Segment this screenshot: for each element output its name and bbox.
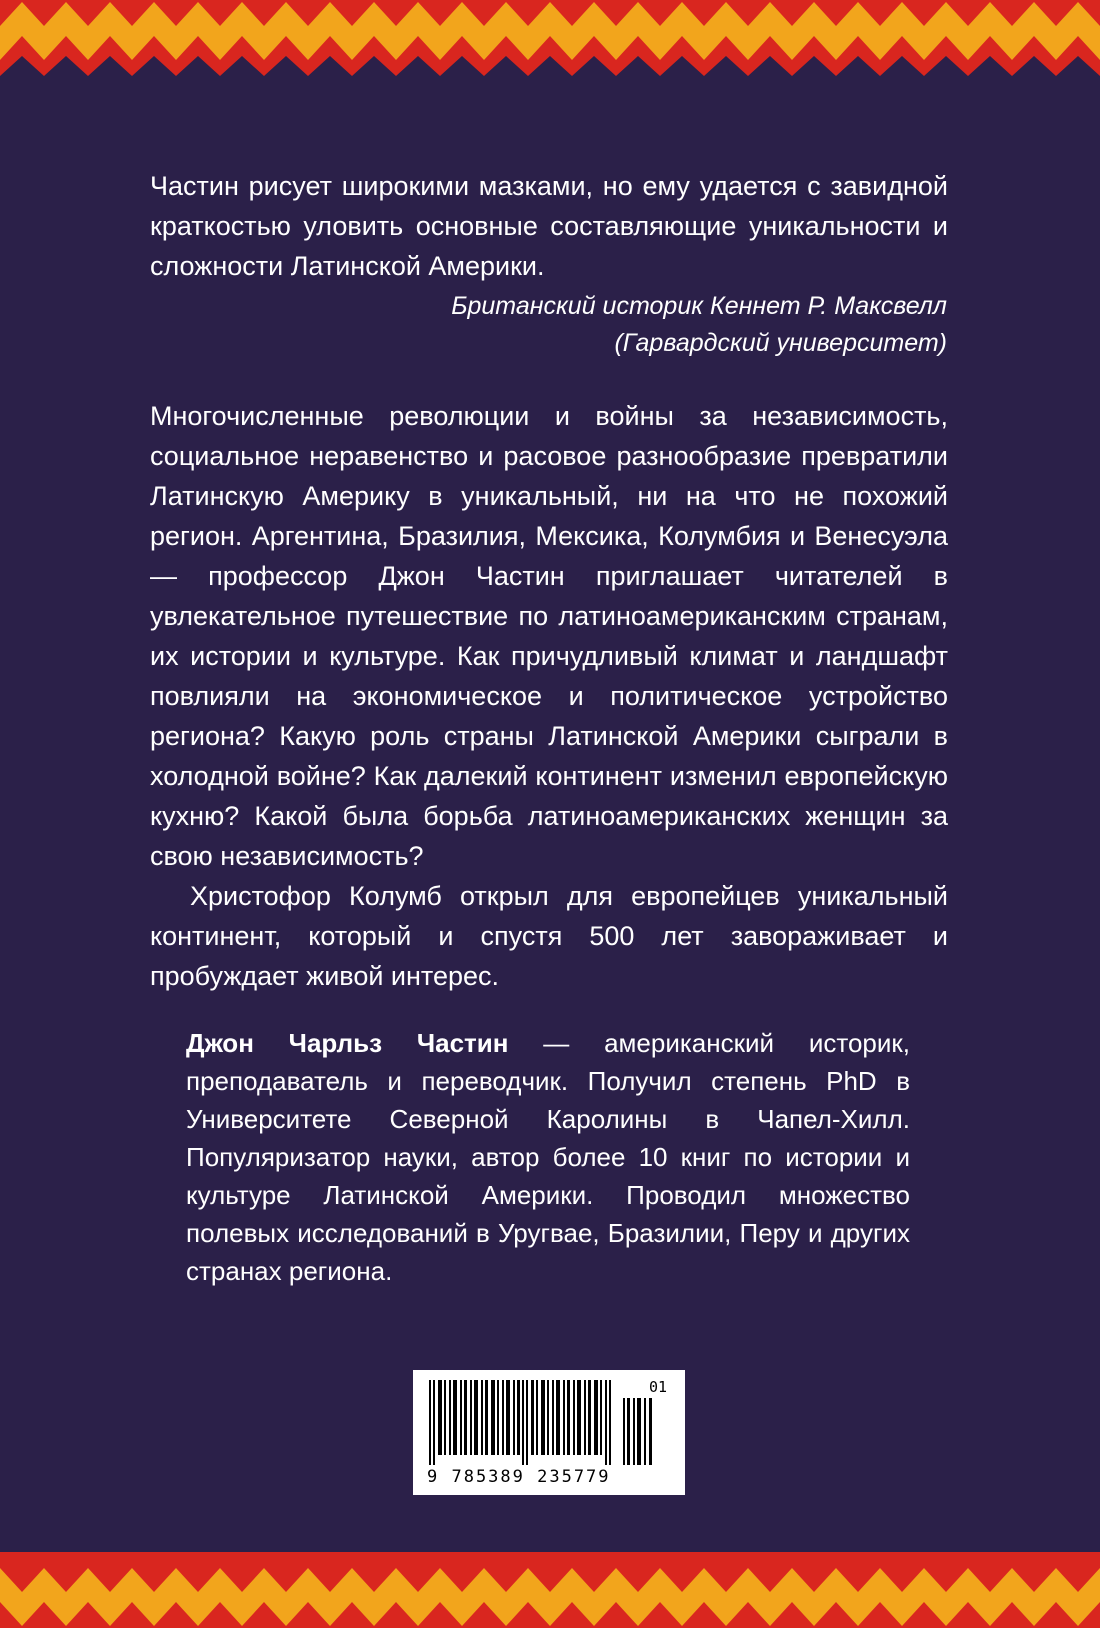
barcode-bars: [427, 1380, 657, 1465]
book-description: [150, 396, 948, 996]
description-paragraph-2: Христофор Колумб открыл для европейцев уникальный континент, который и спустя 500 лет завораживает и пробуждает живой интерес.: [150, 881, 948, 991]
quote-text: Частин рисует широкими мазками, но ему удается с завидной краткостью уловить основные составляющие уникальности и сложности Латинской Америки.: [150, 171, 948, 281]
zigzag-pattern-top: [0, 0, 1100, 76]
decorative-border-top: [0, 0, 1100, 76]
author-bio-text: — американский историк, преподаватель и переводчик. Получил степень PhD в Университете Северной Каролины в Чапел-Хилл. Популяризатор науки, автор более 10 книг по истории и культуре Латинской Америки. Проводил множество полевых исследований в Уругвае, Бразилии, Перу и других странах региона.: [186, 1028, 910, 1286]
description-paragraph-1: Многочисленные революции и войны за независимость, социальное неравенство и расовое разнообразие превратили Латинскую Америку в уникальный, ни на что не похожий регион. Аргентина, Бразилия, Мексика, Колумбия и Венесуэла — профессор Джон Частин приглашает читателей в увлекательное путешествие по латиноамериканским странам, их истории и культуре. Как причудливый климат и ландшафт повлияли на экономическое и политическое устройство региона? Какую роль страны Латинской Америки сыграли в холодной войне? Как далекий континент изменил европейскую кухню? Какой была борьба латиноамериканских женщин за свою независимость?: [150, 401, 948, 871]
isbn-barcode: [413, 1370, 685, 1495]
quote-attribution: [451, 288, 947, 362]
decorative-border-bottom: [0, 1552, 1100, 1628]
attribution-line2: (Гарвардский университет): [614, 329, 947, 357]
zigzag-pattern-bottom: [0, 1552, 1100, 1628]
isbn-digits: 9 785389 235779: [427, 1467, 611, 1487]
author-name: Джон Чарльз Частин: [186, 1028, 509, 1058]
attribution-line1: Британский историк Кеннет Р. Максвелл: [451, 292, 947, 320]
barcode-addon-digits: 01: [648, 1378, 667, 1396]
author-bio: [186, 1024, 910, 1290]
